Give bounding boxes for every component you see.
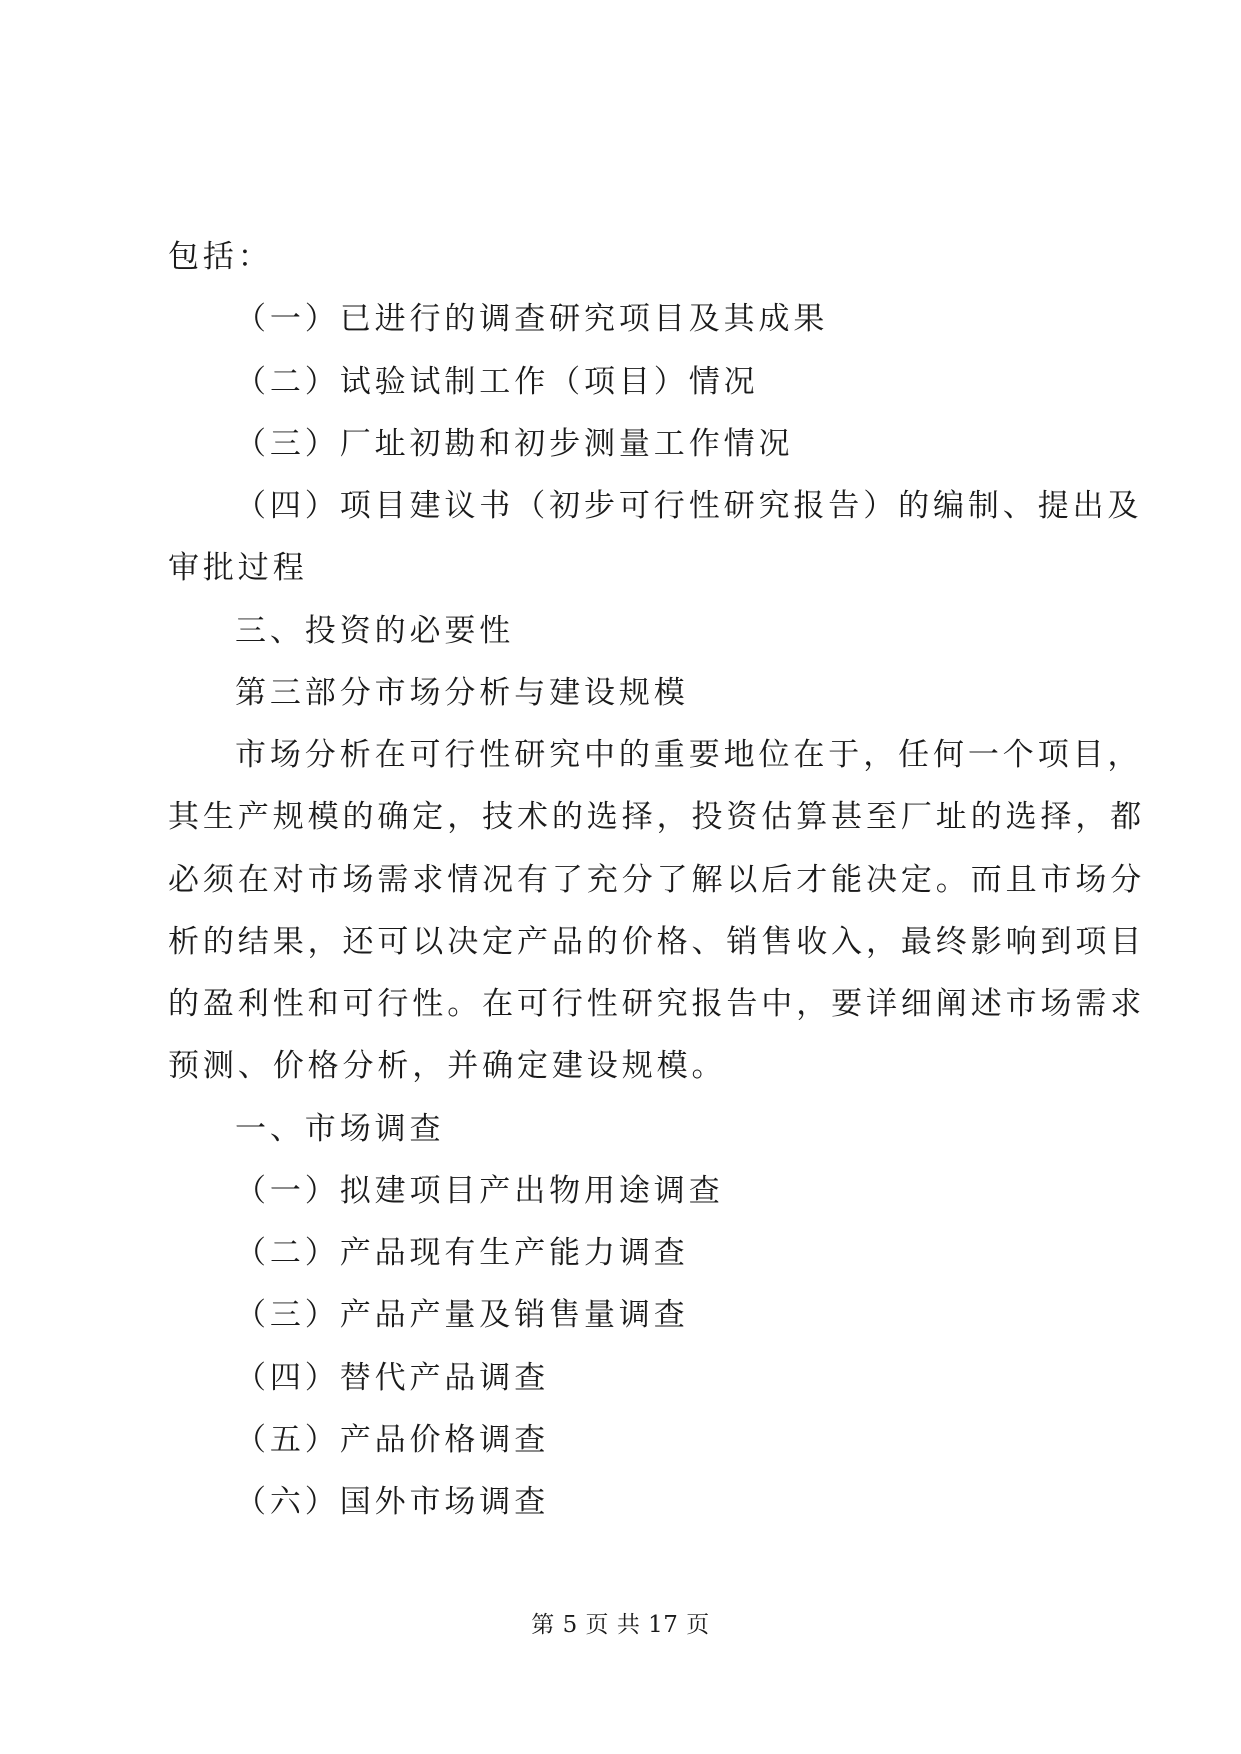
text-line: 其生产规模的确定，技术的选择，投资估算甚至厂址的选择，都: [168, 799, 1146, 835]
text-line: （二）产品现有生产能力调查: [235, 1235, 689, 1271]
text-line: （一）已进行的调查研究项目及其成果: [235, 301, 829, 337]
text-line: 预测、价格分析，并确定建设规模。: [168, 1048, 727, 1084]
text-line: 三、投资的必要性: [235, 613, 515, 649]
section-heading: 第三部分市场分析与建设规模: [235, 675, 689, 711]
text-line: （四）替代产品调查: [235, 1360, 550, 1396]
text-line: （二）试验试制工作（项目）情况: [235, 364, 759, 400]
text-line: 审批过程: [168, 550, 308, 586]
text-line: （六）国外市场调查: [235, 1484, 550, 1520]
text-line: （三）产品产量及销售量调查: [235, 1297, 689, 1333]
text-line: （一）拟建项目产出物用途调查: [235, 1173, 724, 1209]
text-line: 析的结果，还可以决定产品的价格、销售收入，最终影响到项目: [168, 924, 1146, 960]
page-number-footer: 第 5 页 共 17 页: [531, 1612, 710, 1638]
text-line: （五）产品价格调查: [235, 1422, 550, 1458]
text-line: 一、市场调查: [235, 1111, 445, 1147]
text-line: （四）项目建议书（初步可行性研究报告）的编制、提出及: [235, 488, 1143, 524]
text-line: 的盈利性和可行性。在可行性研究报告中，要详细阐述市场需求: [168, 986, 1146, 1022]
text-line: 包括：: [168, 239, 273, 275]
text-line: 必须在对市场需求情况有了充分了解以后才能决定。而且市场分: [168, 862, 1146, 898]
text-line: （三）厂址初勘和初步测量工作情况: [235, 426, 794, 462]
text-line: 市场分析在可行性研究中的重要地位在于，任何一个项目，: [235, 737, 1143, 773]
